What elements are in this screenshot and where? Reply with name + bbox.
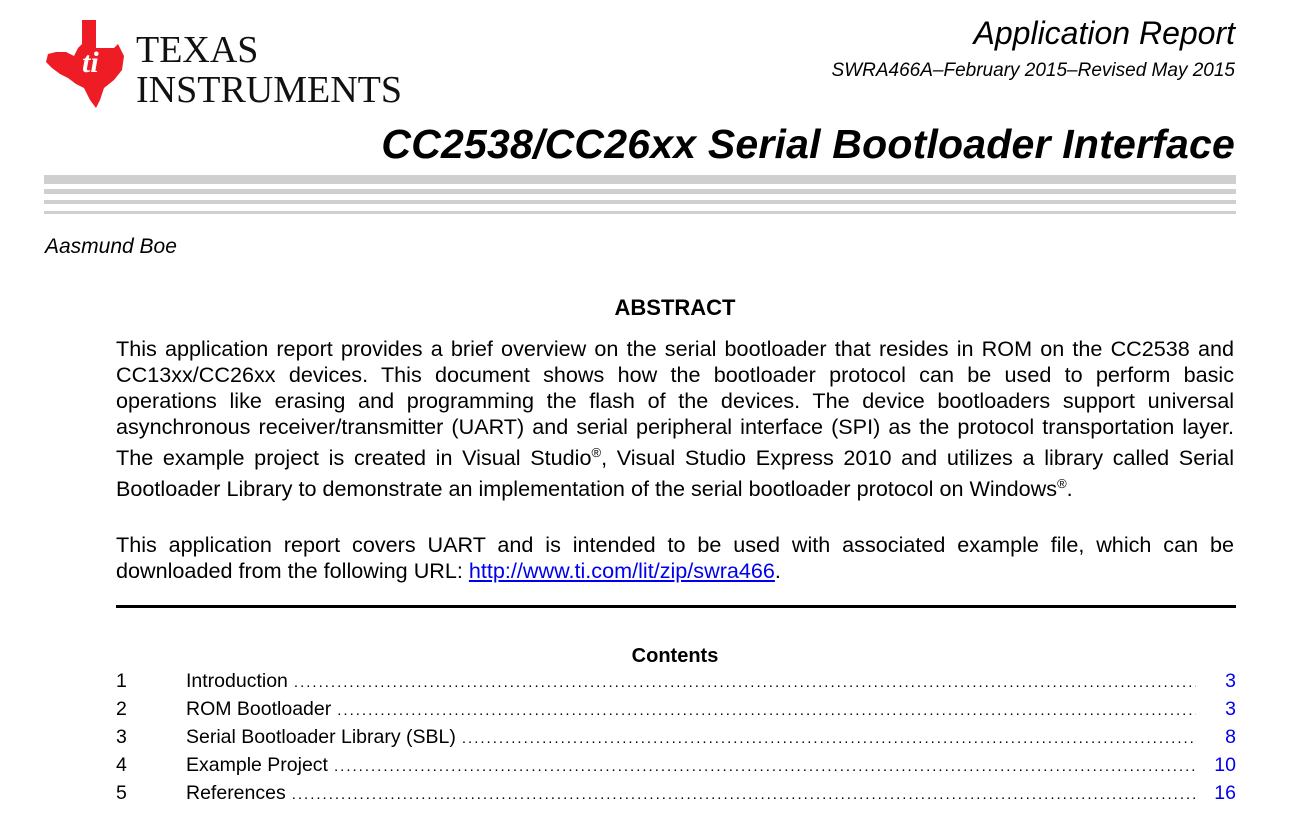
toc-number: 1 bbox=[116, 670, 127, 692]
toc-page-link[interactable]: 10 bbox=[1214, 754, 1236, 776]
toc-entry-example-project[interactable] bbox=[116, 754, 1236, 782]
document-type: Application Report bbox=[973, 15, 1235, 51]
toc-leader-dots bbox=[294, 674, 1196, 691]
header-rules bbox=[44, 175, 1236, 214]
toc-title: Serial Bootloader Library (SBL) bbox=[186, 726, 456, 748]
abstract-heading: ABSTRACT bbox=[614, 295, 736, 320]
brand-line-1: TEXAS bbox=[136, 29, 259, 71]
example-file-link[interactable]: http://www.ti.com/lit/zip/swra466 bbox=[468, 558, 775, 583]
table-of-contents bbox=[116, 670, 1236, 810]
toc-title: Introduction bbox=[186, 670, 288, 692]
toc-page-link[interactable]: 8 bbox=[1225, 726, 1236, 748]
toc-title: ROM Bootloader bbox=[186, 698, 332, 720]
toc-entry-references[interactable] bbox=[116, 782, 1236, 810]
toc-page-link[interactable]: 3 bbox=[1225, 670, 1236, 692]
registered-mark: ® bbox=[1057, 476, 1067, 492]
toc-number: 2 bbox=[116, 698, 127, 720]
section-divider bbox=[116, 605, 1236, 608]
document-id: SWRA466A–February 2015–Revised May 2015 bbox=[831, 60, 1235, 81]
abstract-paragraph-1: This application report provides a brief overview on the serial bootloader that resides in ROM on the CC2538 and CC13xx/CC26xx devices. This document shows how the bootloader protocol can be used to perform basic operations like erasing and programming the flash of the devices. The device bootloaders support universal asynchronous receiver/transmitter (UART) and serial peripheral interface (SPI) as the protocol transportation layer. The example project is created in Visual Studio®, Visual Studio Express 2010 and utilizes a library called Serial Bootloader Library to demonstrate an implementation of the serial bootloader protocol on Windows®. bbox=[116, 336, 1234, 502]
toc-entry-sbl[interactable] bbox=[116, 726, 1236, 754]
toc-leader-dots bbox=[292, 786, 1196, 803]
brand-line-2: INSTRUMENTS bbox=[136, 69, 403, 110]
toc-number: 3 bbox=[116, 726, 127, 748]
toc-leader-dots bbox=[462, 730, 1196, 747]
page-title: CC2538/CC26xx Serial Bootloader Interface bbox=[381, 121, 1235, 167]
toc-title: Example Project bbox=[186, 754, 328, 776]
author: Aasmund Boe bbox=[45, 235, 177, 258]
texas-map-icon bbox=[44, 18, 414, 110]
toc-leader-dots bbox=[337, 702, 1196, 719]
toc-number: 5 bbox=[116, 782, 127, 804]
abstract-paragraph-2: This application report covers UART and is intended to be used with associated example file, which can be downloaded from the following URL: http://www.ti.com/lit/zip/swra466. bbox=[116, 532, 1234, 583]
contents-heading: Contents bbox=[631, 645, 719, 667]
toc-title: References bbox=[186, 782, 286, 804]
registered-mark: ® bbox=[591, 445, 602, 460]
toc-page-link[interactable]: 3 bbox=[1225, 698, 1236, 720]
toc-number: 4 bbox=[116, 754, 127, 776]
toc-entry-introduction[interactable] bbox=[116, 670, 1236, 698]
ti-logo bbox=[44, 18, 414, 108]
toc-entry-rom-bootloader[interactable] bbox=[116, 698, 1236, 726]
toc-page-link[interactable]: 16 bbox=[1214, 782, 1236, 804]
toc-leader-dots bbox=[334, 758, 1196, 775]
svg-text:ti: ti bbox=[82, 46, 99, 79]
